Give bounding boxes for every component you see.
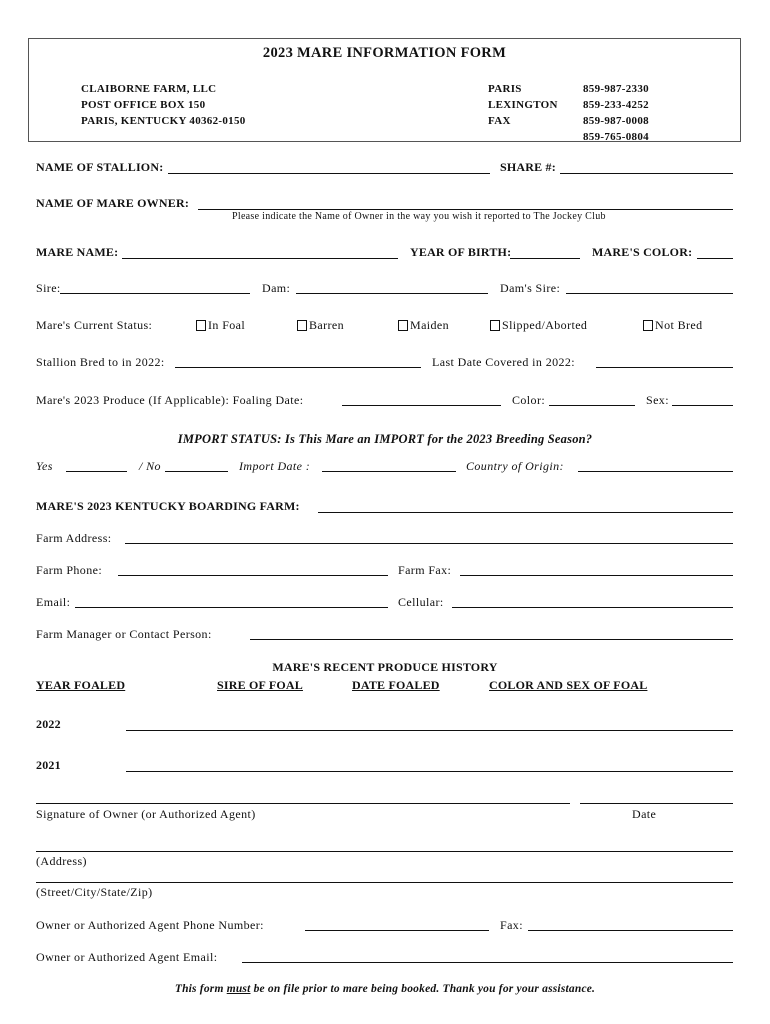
footer-note: This form must be on file prior to mare being booked. Thank you for your assistance.	[174, 983, 596, 995]
produce-label: Mare's 2023 Produce (If Applicable): Foaling Date:	[36, 393, 304, 407]
status-barren[interactable]: Barren	[297, 318, 344, 333]
year-2022: 2022	[36, 717, 61, 731]
import-no-field[interactable]	[165, 471, 228, 472]
farm-address-field[interactable]	[125, 543, 733, 544]
signature-field[interactable]	[36, 803, 570, 804]
foaling-date-field[interactable]	[342, 405, 501, 406]
boarding-farm-label: MARE'S 2023 KENTUCKY BOARDING FARM:	[36, 499, 300, 513]
col-sire-of-foal: SIRE OF FOAL	[217, 678, 303, 692]
produce-history-heading: MARE'S RECENT PRODUCE HISTORY	[272, 660, 498, 674]
dam-field[interactable]	[296, 293, 488, 294]
checkbox-icon[interactable]	[643, 320, 653, 331]
po-box: POST OFFICE BOX 150	[81, 99, 206, 111]
farm-name: CLAIBORNE FARM, LLC	[81, 83, 217, 95]
mare-name-label: MARE NAME:	[36, 245, 119, 259]
email-label: Email:	[36, 595, 71, 609]
country-field[interactable]	[578, 471, 733, 472]
year-of-birth-field[interactable]	[510, 258, 580, 259]
checkbox-icon[interactable]	[196, 320, 206, 331]
agent-fax-label: Fax:	[500, 918, 523, 932]
farm-fax-label: Farm Fax:	[398, 563, 452, 577]
checkbox-icon[interactable]	[398, 320, 408, 331]
address-field[interactable]	[36, 851, 733, 852]
agent-phone-label: Owner or Authorized Agent Phone Number:	[36, 918, 264, 932]
checkbox-icon[interactable]	[490, 320, 500, 331]
street-field[interactable]	[36, 882, 733, 883]
sire-field[interactable]	[60, 293, 250, 294]
mare-name-field[interactable]	[122, 258, 398, 259]
agent-phone-field[interactable]	[305, 930, 489, 931]
status-in-foal[interactable]: In Foal	[196, 318, 245, 333]
mares-color-label: MARE'S COLOR:	[592, 245, 693, 259]
agent-email-field[interactable]	[242, 962, 733, 963]
form-title: 2023 MARE INFORMATION FORM	[262, 45, 507, 61]
agent-fax-field[interactable]	[528, 930, 733, 931]
address-label: (Address)	[36, 854, 87, 868]
import-yes-field[interactable]	[66, 471, 127, 472]
mares-color-field[interactable]	[697, 258, 733, 259]
mare-owner-field[interactable]	[198, 209, 733, 210]
agent-email-label: Owner or Authorized Agent Email:	[36, 950, 218, 964]
col-date-foaled: DATE FOALED	[352, 678, 440, 692]
col-color-sex: COLOR AND SEX OF FOAL	[489, 678, 648, 692]
status-maiden[interactable]: Maiden	[398, 318, 449, 333]
year-2021: 2021	[36, 758, 61, 772]
email-field[interactable]	[75, 607, 388, 608]
mare-owner-label: NAME OF MARE OWNER:	[36, 196, 190, 210]
dam-label: Dam:	[262, 281, 291, 295]
last-covered-label: Last Date Covered in 2022:	[432, 355, 576, 369]
boarding-farm-field[interactable]	[318, 512, 733, 513]
cellular-label: Cellular:	[398, 595, 444, 609]
year-of-birth-label: YEAR OF BIRTH:	[410, 245, 512, 259]
street-label: (Street/City/State/Zip)	[36, 885, 153, 899]
farm-fax-field[interactable]	[460, 575, 733, 576]
farm-address	[81, 81, 246, 129]
current-status-label: Mare's Current Status:	[36, 318, 153, 332]
produce-sex-label: Sex:	[646, 393, 669, 407]
stallion-bred-label: Stallion Bred to in 2022:	[36, 355, 165, 369]
import-date-label: Import Date :	[239, 459, 311, 473]
share-field[interactable]	[560, 173, 733, 174]
dams-sire-label: Dam's Sire:	[500, 281, 561, 295]
signature-label: Signature of Owner (or Authorized Agent)	[36, 807, 256, 821]
share-label: SHARE #:	[500, 160, 556, 174]
stallion-bred-field[interactable]	[175, 367, 421, 368]
cellular-field[interactable]	[452, 607, 733, 608]
farm-phone-field[interactable]	[118, 575, 388, 576]
date-field[interactable]	[580, 803, 733, 804]
farm-manager-field[interactable]	[250, 639, 733, 640]
farm-phone-label: Farm Phone:	[36, 563, 103, 577]
produce-sex-field[interactable]	[672, 405, 733, 406]
owner-note: Please indicate the Name of Owner in the way you wish it reported to The Jockey Club	[232, 211, 606, 222]
produce-2021-field[interactable]	[126, 771, 733, 772]
date-label: Date	[632, 807, 657, 821]
produce-color-label: Color:	[512, 393, 546, 407]
import-date-field[interactable]	[322, 471, 456, 472]
produce-2022-field[interactable]	[126, 730, 733, 731]
letterhead-box	[28, 38, 741, 142]
farm-manager-label: Farm Manager or Contact Person:	[36, 627, 212, 641]
city-state-zip: PARIS, KENTUCKY 40362-0150	[81, 115, 246, 127]
status-slipped-aborted[interactable]: Slipped/Aborted	[490, 318, 587, 333]
contact-labels: PARIS LEXINGTON FAX	[488, 83, 558, 127]
checkbox-icon[interactable]	[297, 320, 307, 331]
col-year-foaled: YEAR FOALED	[36, 678, 126, 692]
country-label: Country of Origin:	[466, 459, 564, 473]
sire-label: Sire:	[36, 281, 61, 295]
dams-sire-field[interactable]	[566, 293, 733, 294]
stallion-label: NAME OF STALLION:	[36, 160, 164, 174]
import-yes-label: Yes	[36, 459, 53, 473]
stallion-field[interactable]	[168, 173, 490, 174]
produce-color-field[interactable]	[549, 405, 635, 406]
farm-address-label: Farm Address:	[36, 531, 112, 545]
status-not-bred[interactable]: Not Bred	[643, 318, 703, 333]
import-heading: IMPORT STATUS: Is This Mare an IMPORT for the 2023 Breeding Season?	[177, 432, 593, 446]
import-no-label: / No	[139, 459, 161, 473]
last-covered-field[interactable]	[596, 367, 733, 368]
contact-numbers: 859-987-2330 859-233-4252 859-987-0008 859-765-0804	[583, 83, 649, 143]
